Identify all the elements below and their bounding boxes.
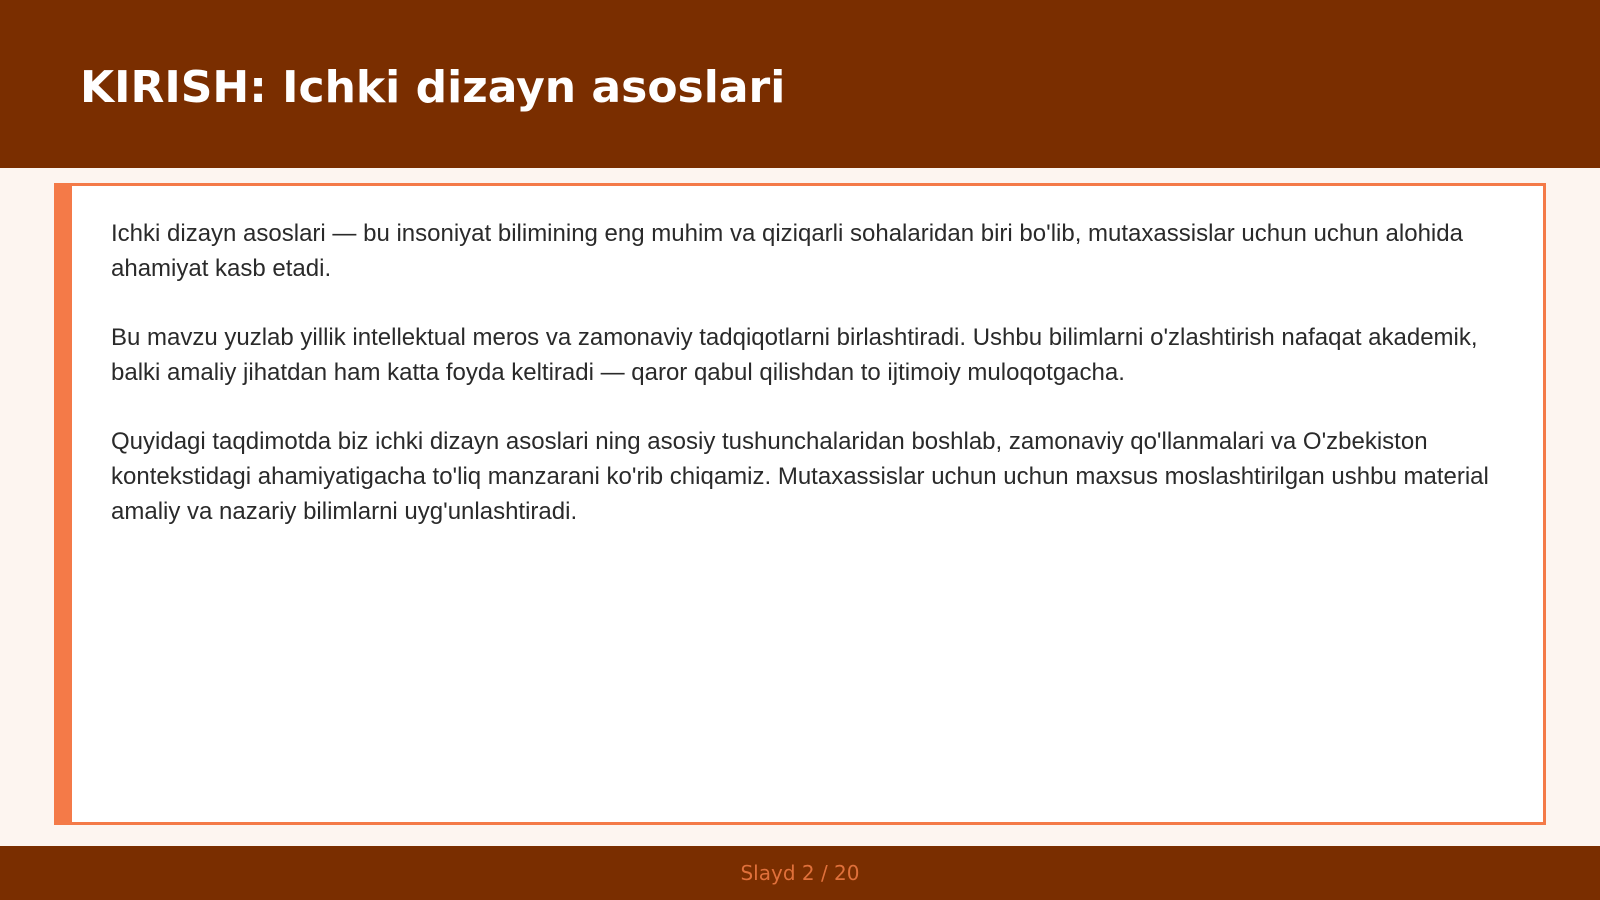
paragraph-1: Ichki dizayn asoslari — bu insoniyat bilimining eng muhim va qiziqarli sohalaridan biri bo'lib, mutaxassislar uchun uchun alohida ahamiyat kasb etadi. xyxy=(111,220,1463,282)
slide-footer xyxy=(0,846,1600,900)
paragraph-2: Bu mavzu yuzlab yillik intellektual meros va zamonaviy tadqiqotlarni birlashtiradi. Ushbu bilimlarni o'zlashtirish nafaqat akademik, balki amaliy jihatdan ham katta foyda keltiradi — qaror qabul qilishdan to ijtimoiy muloqotgacha. xyxy=(111,324,1478,386)
content-text xyxy=(111,216,1511,563)
slide-header xyxy=(0,0,1600,168)
slide-counter: Slayd 2 / 20 xyxy=(740,861,860,885)
slide-title: KIRISH: Ichki dizayn asoslari xyxy=(80,62,786,113)
content-card xyxy=(54,183,1546,825)
paragraph-3: Quyidagi taqdimotda biz ichki dizayn asoslari ning asosiy tushunchalaridan boshlab, zamonaviy qo'llanmalari va O'zbekiston kontekstidagi ahamiyatigacha to'liq manzarani ko'rib chiqamiz. Mutaxassislar uchun uchun maxsus moslashtirilgan ushbu material amaliy va nazariy bilimlarni uyg'unlashtiradi. xyxy=(111,428,1489,525)
